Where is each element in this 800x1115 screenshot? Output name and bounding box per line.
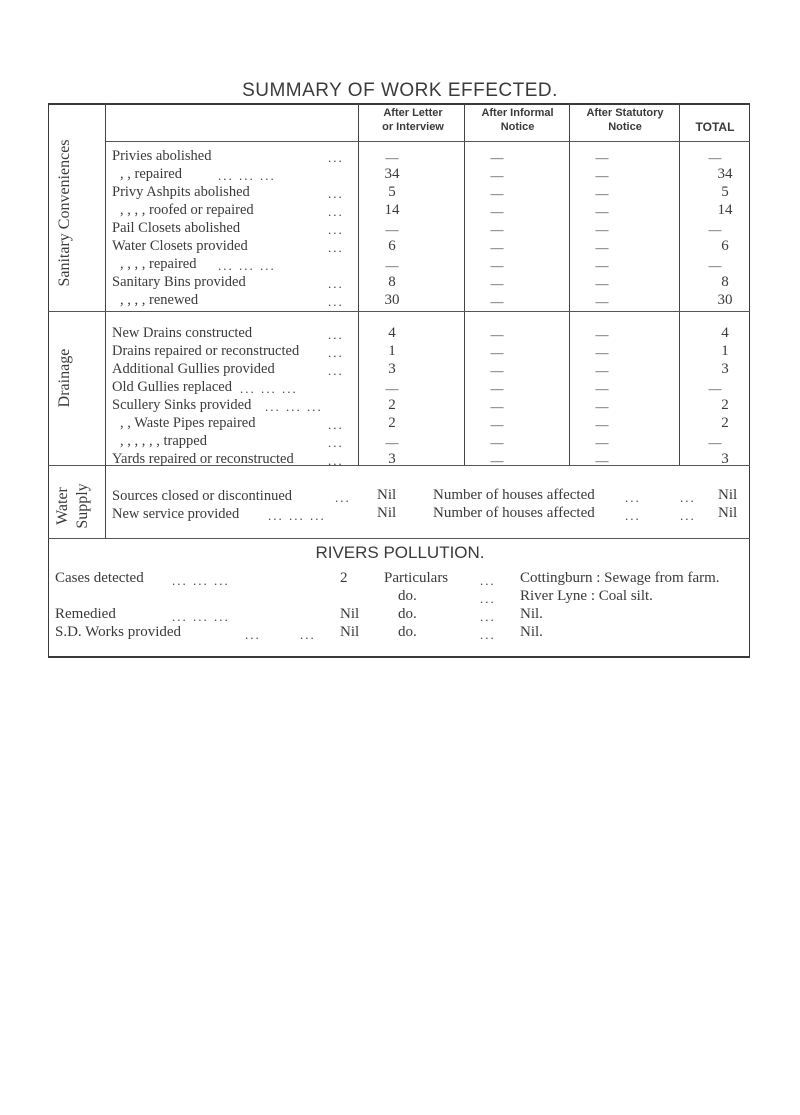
row-label: Privy Ashpits abolished — [112, 184, 250, 200]
col-header-letter: After Letter or Interview — [382, 107, 444, 133]
row-label: Privies abolished — [112, 148, 212, 164]
cell: — — [595, 399, 609, 414]
rivers-label: S.D. Works provided — [55, 624, 182, 640]
particulars-label: do. — [398, 588, 417, 604]
cell: — — [708, 381, 722, 396]
row-label: Yards repaired or reconstructed — [112, 451, 294, 467]
cell: — — [385, 435, 399, 450]
cell: 34 — [717, 166, 733, 182]
cell: — — [490, 363, 504, 378]
cell: 3 — [388, 361, 396, 377]
cell: — — [595, 258, 609, 273]
col-divider — [569, 103, 570, 465]
cell: — — [490, 150, 504, 165]
col-divider — [105, 103, 106, 538]
leader-dots: ... ... ... — [218, 258, 276, 273]
water-value: Nil — [377, 505, 397, 521]
cell: — — [595, 150, 609, 165]
row-label: New Drains constructed — [112, 325, 253, 341]
cell: 3 — [721, 451, 729, 467]
cell: — — [490, 168, 504, 183]
water-value: Nil — [377, 487, 397, 503]
leader-dots: ... — [328, 294, 344, 309]
row-label: , , , , roofed or repaired — [120, 202, 254, 218]
leader-dots: ... — [328, 327, 344, 342]
leader-dots: ... — [328, 186, 344, 201]
row-label: , , , , renewed — [120, 292, 199, 308]
cell: — — [490, 240, 504, 255]
row-label: Drains repaired or reconstructed — [112, 343, 300, 359]
cell: — — [708, 258, 722, 273]
cell: — — [490, 294, 504, 309]
particulars-label: do. — [398, 606, 417, 622]
leader-dots: ... — [328, 435, 344, 450]
rivers-pollution-title: RIVERS POLLUTION. — [315, 543, 485, 562]
row-label: , , Waste Pipes repaired — [120, 415, 256, 431]
cell: 4 — [721, 325, 729, 341]
cell: 6 — [388, 238, 396, 254]
cell: — — [490, 222, 504, 237]
leader-dots: ... ... ... — [218, 168, 276, 183]
cell: — — [595, 204, 609, 219]
cell: 2 — [721, 415, 729, 431]
particulars-label: Particulars — [384, 570, 449, 586]
cell: — — [490, 381, 504, 396]
cell: — — [595, 417, 609, 432]
leader-dots: ... — [328, 204, 344, 219]
cell: 6 — [721, 238, 729, 254]
leader-dots: ... — [328, 276, 344, 291]
cell: 3 — [721, 361, 729, 377]
row-label: , , , , repaired — [120, 256, 197, 272]
particulars-label: do. — [398, 624, 417, 640]
leader-dots: ... — [480, 591, 496, 606]
section-rule — [48, 311, 750, 312]
cell: — — [490, 345, 504, 360]
rivers-value: 2 — [340, 570, 348, 586]
cell: 8 — [721, 274, 729, 290]
leader-dots: ... ... ... — [240, 381, 298, 396]
leader-dots: ... ... ... — [172, 609, 230, 624]
row-label: Scullery Sinks provided — [112, 397, 252, 413]
cell: 4 — [388, 325, 396, 341]
header-rule — [105, 141, 750, 142]
cell: 30 — [384, 292, 400, 308]
leader-dots: ... — [300, 627, 316, 642]
particulars-text: Nil. — [520, 606, 543, 622]
col-divider — [358, 103, 359, 465]
cell: 2 — [721, 397, 729, 413]
row-label: Sources closed or discontinued — [112, 488, 293, 504]
cell: 14 — [384, 202, 400, 218]
cell: — — [708, 150, 722, 165]
cell: — — [385, 381, 399, 396]
leader-dots: ... — [480, 573, 496, 588]
leader-dots: ... — [335, 490, 351, 505]
leader-dots: ... — [328, 222, 344, 237]
col-header-informal: After Informal Notice — [481, 107, 554, 133]
rivers-value: Nil — [340, 606, 360, 622]
leader-dots: ... — [328, 345, 344, 360]
page-title: SUMMARY OF WORK EFFECTED. — [242, 80, 558, 101]
rivers-label: Cases detected — [55, 570, 144, 586]
rivers-label: Remedied — [55, 606, 116, 622]
cell: — — [595, 345, 609, 360]
leader-dots: ... — [625, 508, 641, 523]
cell: — — [595, 240, 609, 255]
cell: 1 — [721, 343, 729, 359]
cell: 1 — [388, 343, 396, 359]
leader-dots: ... — [480, 627, 496, 642]
col-header-statutory: After Statutory Notice — [586, 107, 664, 133]
cell: — — [595, 168, 609, 183]
cell: — — [490, 327, 504, 342]
row-label: Additional Gullies provided — [112, 361, 275, 377]
leader-dots: ... — [328, 417, 344, 432]
cell: 34 — [384, 166, 400, 182]
cell: — — [490, 204, 504, 219]
row-label: Sanitary Bins provided — [112, 274, 246, 290]
cell: — — [490, 186, 504, 201]
cell: — — [595, 363, 609, 378]
particulars-text: Cottingburn : Sewage from farm. — [520, 570, 720, 586]
leader-dots: ... — [245, 627, 261, 642]
col-divider — [679, 103, 680, 465]
affected-label: Number of houses affected — [433, 505, 595, 521]
leader-dots: ... ... ... — [172, 573, 230, 588]
cell: — — [595, 186, 609, 201]
leader-dots: ... — [625, 490, 641, 505]
cell: 5 — [388, 184, 396, 200]
affected-value: Nil — [718, 487, 738, 503]
cell: — — [490, 435, 504, 450]
cell: 5 — [721, 184, 729, 200]
section-rule — [48, 538, 750, 539]
particulars-text: Nil. — [520, 624, 543, 640]
cell: 2 — [388, 397, 396, 413]
cell: — — [595, 435, 609, 450]
cell: — — [490, 417, 504, 432]
leader-dots: ... — [328, 453, 344, 468]
leader-dots: ... ... ... — [268, 508, 326, 523]
row-label: , , , , , , trapped — [120, 433, 207, 449]
leader-dots: ... — [680, 508, 696, 523]
particulars-text: River Lyne : Coal silt. — [520, 588, 653, 604]
cell: — — [708, 222, 722, 237]
row-label: New service provided — [112, 506, 240, 522]
cell: — — [595, 327, 609, 342]
cell: — — [595, 276, 609, 291]
cell: 14 — [717, 202, 733, 218]
cell: — — [595, 381, 609, 396]
leader-dots: ... — [680, 490, 696, 505]
section-label-water: Water — [54, 487, 71, 525]
rivers-value: Nil — [340, 624, 360, 640]
cell: — — [385, 222, 399, 237]
cell: — — [385, 258, 399, 273]
col-divider — [464, 103, 465, 465]
col-header-total: TOTAL — [695, 120, 735, 134]
cell: — — [595, 453, 609, 468]
row-label: Pail Closets abolished — [112, 220, 241, 236]
leader-dots: ... — [328, 363, 344, 378]
cell: 3 — [388, 451, 396, 467]
row-label: , , repaired — [120, 166, 182, 182]
leader-dots: ... — [328, 150, 344, 165]
leader-dots: ... — [328, 240, 344, 255]
cell: 30 — [717, 292, 733, 308]
cell: — — [490, 258, 504, 273]
cell: — — [595, 294, 609, 309]
leader-dots: ... ... ... — [265, 399, 323, 414]
affected-value: Nil — [718, 505, 738, 521]
cell: — — [490, 453, 504, 468]
cell: — — [708, 435, 722, 450]
cell: — — [595, 222, 609, 237]
leader-dots: ... — [480, 609, 496, 624]
section-label-supply: Supply — [74, 483, 91, 529]
affected-label: Number of houses affected — [433, 487, 595, 503]
cell: — — [490, 276, 504, 291]
cell: 8 — [388, 274, 396, 290]
cell: — — [490, 399, 504, 414]
row-label: Water Closets provided — [112, 238, 248, 254]
cell: 2 — [388, 415, 396, 431]
row-label: Old Gullies replaced — [112, 379, 232, 395]
section-label-sanitary: Sanitary Conveniences — [56, 139, 73, 287]
section-label-drainage: Drainage — [56, 348, 73, 408]
cell: — — [385, 150, 399, 165]
